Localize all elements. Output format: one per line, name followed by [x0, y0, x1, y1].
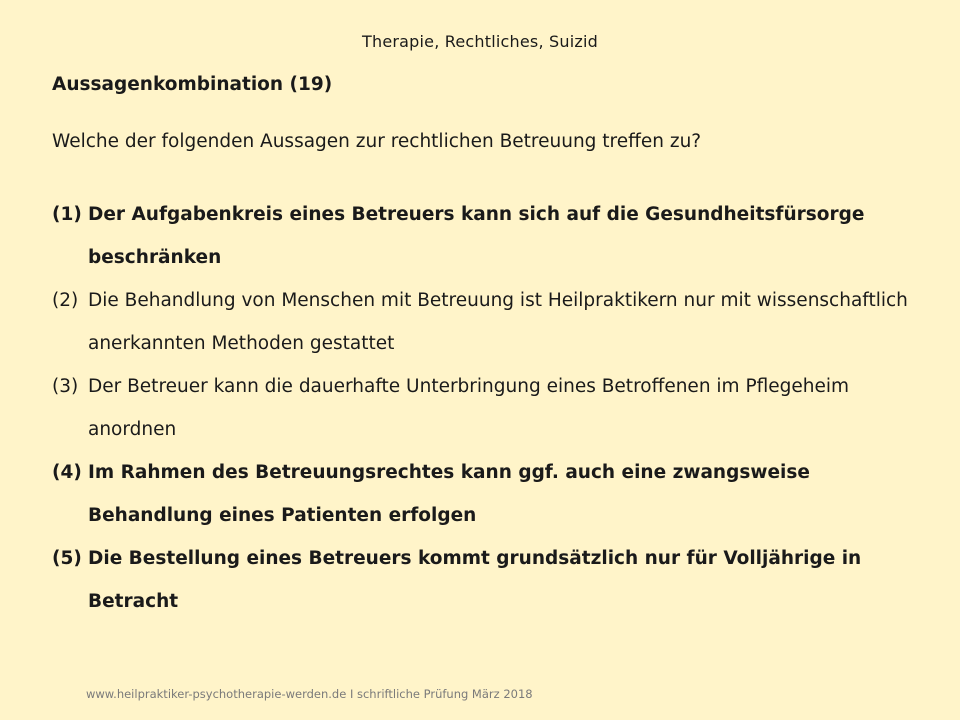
statement-number: (4) [52, 462, 82, 483]
statement-text: Die Bestellung eines Betreuers kommt grundsätzlich nur für Volljährige in Betracht [88, 548, 862, 612]
statement-item [52, 537, 912, 623]
section-title: Aussagenkombination (19) [52, 74, 333, 95]
statement-text: Die Behandlung von Menschen mit Betreuung ist Heilpraktikern nur mit wissenschaftlich anerkannten Methoden gestattet [88, 290, 908, 354]
page-header-title: Therapie, Rechtliches, Suizid [362, 32, 598, 51]
statement-number: (3) [52, 376, 79, 397]
statement-item [52, 451, 912, 537]
statement-number: (2) [52, 290, 79, 311]
statement-text: Der Aufgabenkreis eines Betreuers kann sich auf die Gesundheitsfürsorge beschränken [88, 204, 865, 268]
statement-item [52, 279, 912, 365]
statement-item [52, 193, 912, 279]
statement-text: Im Rahmen des Betreuungsrechtes kann ggf. auch eine zwangsweise Behandlung eines Patienten erfolgen [88, 462, 810, 526]
statement-number: (1) [52, 204, 82, 225]
question-text: Welche der folgenden Aussagen zur rechtlichen Betreuung treffen zu? [52, 131, 702, 152]
statement-text: Der Betreuer kann die dauerhafte Unterbringung eines Betroffenen im Pflegeheim anordnen [88, 376, 850, 440]
statement-number: (5) [52, 548, 82, 569]
footer-source: www.heilpraktiker-psychotherapie-werden.de I schriftliche Prüfung März 2018 [86, 687, 533, 701]
statement-item [52, 365, 912, 451]
statement-list [52, 193, 912, 623]
